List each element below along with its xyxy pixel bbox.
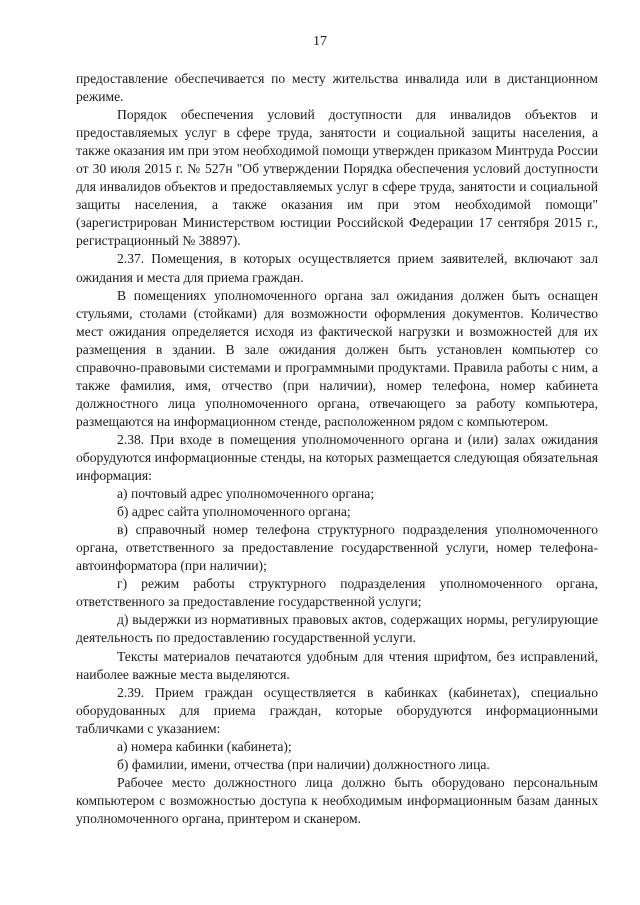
- list-item-a: а) почтовый адрес уполномоченного органа;: [117, 486, 375, 502]
- paragraph-2-37: 2.37. Помещения, в которых осуществляется прием заявителей, включают зал ожидания и места для приема граждан.: [76, 251, 598, 285]
- paragraph-2-39: 2.39. Прием граждан осуществляется в кабинках (кабинетах), специально оборудованных для приема граждан, которые оборудуются информационными табличками с указанием:: [76, 684, 598, 736]
- list-item-g: г) режим работы структурного подразделения уполномоченного органа, ответственного за предоставление государственной услуги;: [76, 576, 598, 610]
- paragraph-accessibility-order: Порядок обеспечения условий доступности для инвалидов объектов и предоставляемых услуг в сфере труда, занятости и социальной защиты населения, а также оказания им при этом необходимой помощи утвержден приказом Минтруда России от 30 июля 2015 г. № 527н "Об утверждении Порядка обеспечения условий доступности для инвалидов объектов и предоставляемых услуг в сфере труда, занятости и социальной защиты населения, а также оказания им при этом необходимой помощи" (зарегистрирован Министерством юстиции Российской Федерации 17 сентября 2015 г., регистрационный № 38897).: [76, 107, 598, 249]
- list-item-b: б) адрес сайта уполномоченного органа;: [117, 504, 351, 520]
- page-number: 17: [313, 34, 327, 49]
- paragraph-2-38: 2.38. При входе в помещения уполномоченного органа и (или) залах ожидания оборудуются информационные стенды, на которых размещается следующая обязательная информация:: [76, 431, 598, 484]
- paragraph-waiting-room: В помещениях уполномоченного органа зал ожидания должен быть оснащен стульями, столами (стойками) для возможности оформления документов. Количество мест ожидания определяется исходя из фактической нагрузки и возможностей для их размещения в здании. В зале ожидания должен быть установлен компьютер со справочно-правовыми системами и программными продуктами. Правила работы с ним, а также фамилия, имя, отчество (при наличии), номер телефона, номер кабинета должностного лица уполномоченного органа, отвечающего за работу компьютера, размещаются на информационном стенде, расположенном рядом с компьютером.: [76, 287, 598, 429]
- list-item-official-name: б) фамилии, имени, отчества (при наличии) должностного лица.: [117, 756, 490, 772]
- list-item-v: в) справочный номер телефона структурного подразделения уполномоченного органа, ответственного за предоставление государственной услуги, номер телефона-автоинформатора (при наличии);: [76, 522, 598, 574]
- document-body: [76, 70, 598, 828]
- paragraph-texts-printed: Тексты материалов печатаются удобным для чтения шрифтом, без исправлений, наиболее важные места выделяются.: [76, 648, 598, 682]
- list-item-d: д) выдержки из нормативных правовых актов, содержащих нормы, регулирующие деятельность по предоставлению государственной услуги.: [76, 612, 598, 646]
- paragraph-workplace: Рабочее место должностного лица должно быть оборудовано персональным компьютером с возможностью доступа к необходимым информационным базам данных уполномоченного органа, принтером и сканером.: [76, 774, 598, 826]
- list-item-cabin-number: а) номера кабинки (кабинета);: [117, 738, 292, 754]
- paragraph-continuation: предоставление обеспечивается по месту жительства инвалида или в дистанционном режиме.: [76, 71, 598, 105]
